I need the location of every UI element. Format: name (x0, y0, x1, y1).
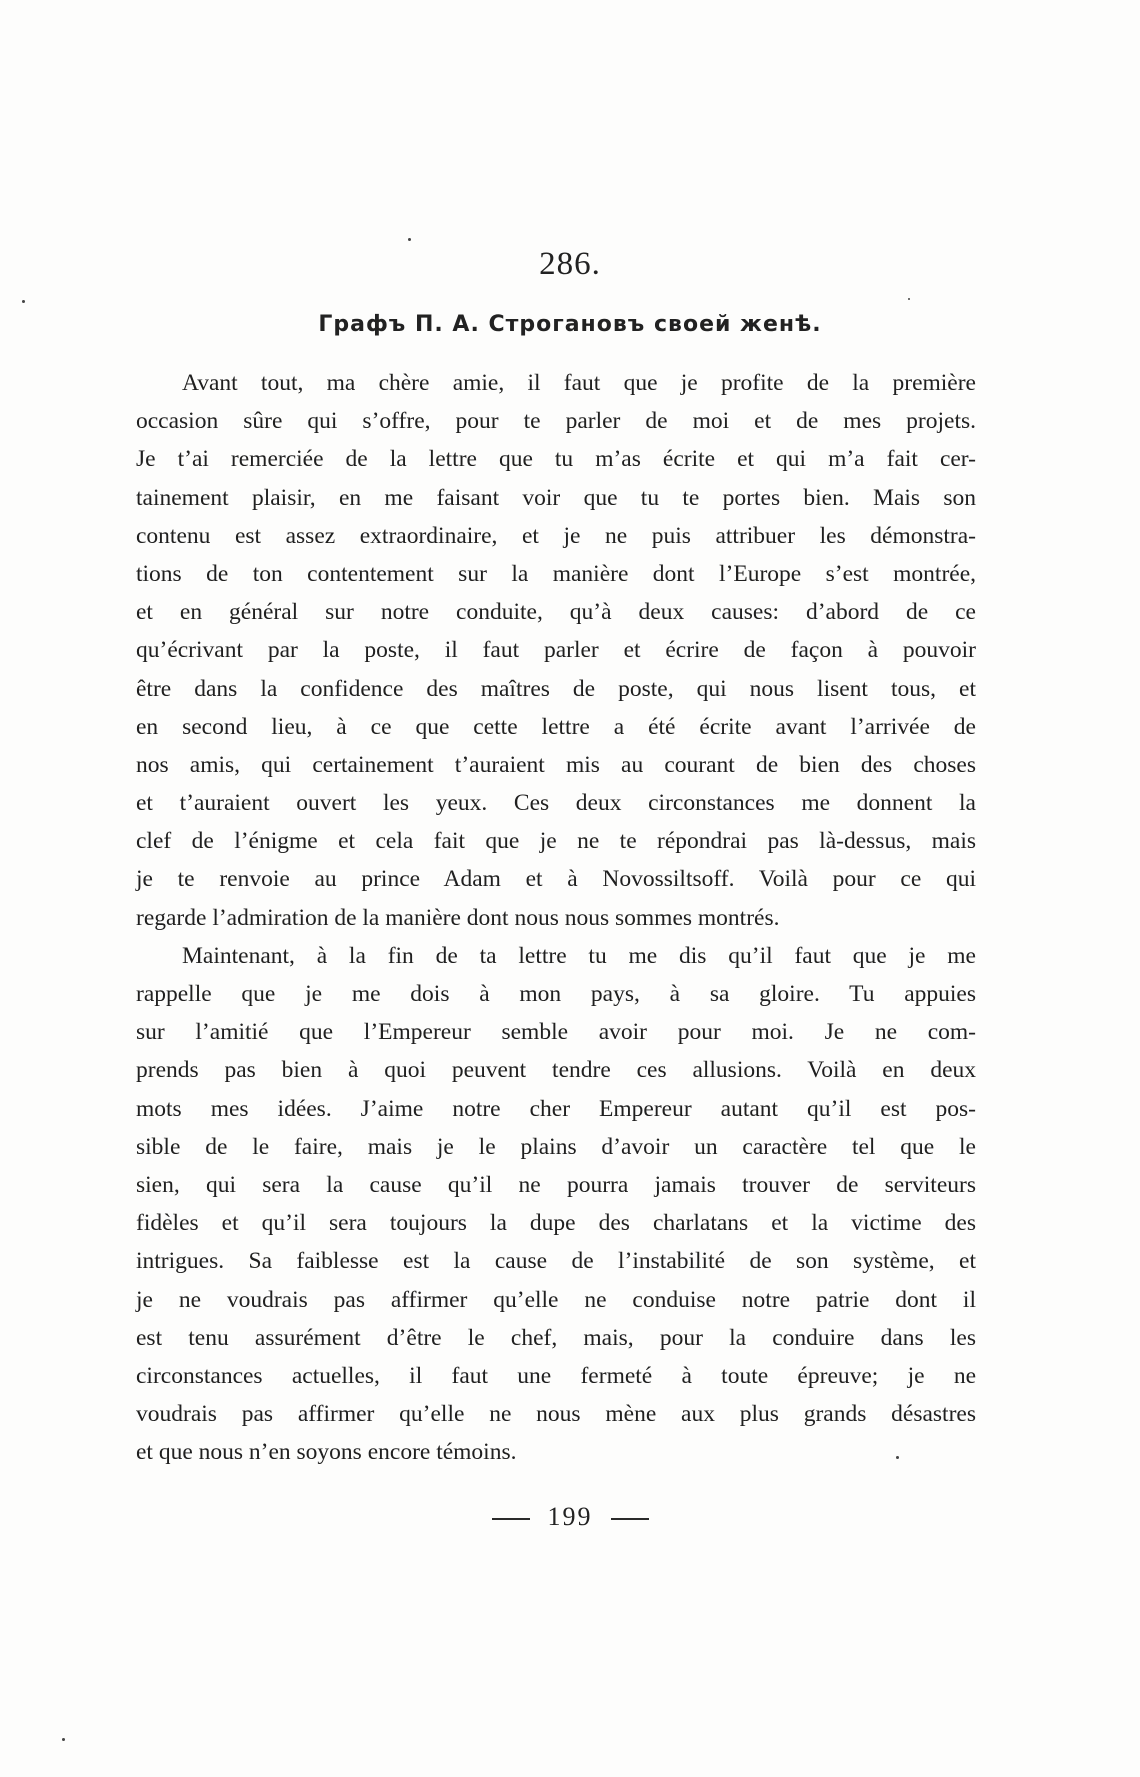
scan-speck (22, 300, 25, 303)
text-line: qu’écrivant par la poste, il faut parler et écrire de façon à pouvoir (136, 637, 976, 664)
scan-speck (408, 238, 411, 241)
text-line: sur l’amitié que l’Empereur semble avoir pour moi. Je ne com- (136, 1019, 976, 1046)
letter-number: 286. (539, 246, 601, 282)
right-dash (611, 1518, 649, 1520)
text-line: intrigues. Sa faiblesse est la cause de l’instabilité de son système, et (136, 1248, 976, 1275)
text-line: prends pas bien à quoi peuvent tendre ces allusions. Voilà en deux (136, 1057, 976, 1084)
letter-body (136, 364, 976, 1471)
left-dash (492, 1518, 530, 1520)
text-line: sible de le faire, mais je le plains d’avoir un caractère tel que le (136, 1133, 976, 1160)
text-line: circonstances actuelles, il faut une fermeté à toute épreuve; je ne (136, 1362, 976, 1389)
scan-speck (908, 298, 910, 300)
text-line: regarde l’admiration de la manière dont nous nous sommes montrés. (136, 904, 780, 931)
text-line: clef de l’énigme et cela fait que je ne te répondrai pas là-dessus, mais (136, 828, 976, 855)
text-line: je te renvoie au prince Adam et à Novossiltsoff. Voilà pour ce qui (136, 866, 976, 893)
text-line: Je t’ai remerciée de la lettre que tu m’as écrite et qui m’a fait cer- (136, 446, 976, 473)
text-line: je ne voudrais pas affirmer qu’elle ne conduise notre patrie dont il (136, 1286, 976, 1313)
text-line: en second lieu, à ce que cette lettre a été écrite avant l’arrivée de (136, 713, 976, 740)
scan-speck (62, 1738, 65, 1741)
text-line: sien, qui sera la cause qu’il ne pourra jamais trouver de serviteurs (136, 1171, 976, 1198)
text-line: est tenu assurément d’être le chef, mais, pour la conduire dans les (136, 1324, 976, 1351)
text-line: tions de ton contentement sur la manière dont l’Europe s’est montrée, (136, 560, 976, 587)
text-line: tainement plaisir, en me faisant voir que tu te portes bien. Mais son (136, 484, 976, 511)
letter-heading: Графъ П. А. Строгановъ своей женѣ. (318, 312, 822, 337)
text-line: Maintenant, à la fin de ta lettre tu me dis qu’il faut que je me (182, 942, 976, 969)
text-line: être dans la confidence des maîtres de poste, qui nous lisent tous, et (136, 675, 976, 702)
text-line: nos amis, qui certainement t’auraient mis au courant de bien des choses (136, 751, 976, 778)
text-line: Avant tout, ma chère amie, il faut que je profite de la première (182, 370, 976, 396)
text-line: occasion sûre qui s’offre, pour te parler de moi et de mes projets. (136, 408, 976, 435)
text-line: et que nous n’en soyons encore témoins. (136, 1439, 517, 1466)
text-line: et en général sur notre conduite, qu’à deux causes: d’abord de ce (136, 599, 976, 626)
page-number: 199 (547, 1502, 593, 1531)
text-line: et t’auraient ouvert les yeux. Ces deux circonstances me donnent la (136, 790, 976, 817)
page-folio (0, 1500, 1140, 1534)
text-line: fidèles et qu’il sera toujours la dupe des charlatans et la victime des (136, 1210, 976, 1237)
text-line: rappelle que je me dois à mon pays, à sa gloire. Tu appuies (136, 981, 976, 1007)
text-line: contenu est assez extraordinaire, et je ne puis attribuer les démonstra- (136, 522, 976, 549)
text-line: mots mes idées. J’aime notre cher Empereur autant qu’il est pos- (136, 1095, 976, 1122)
scan-speck (896, 1456, 899, 1459)
text-line: voudrais pas affirmer qu’elle ne nous mène aux plus grands désastres (136, 1401, 976, 1428)
